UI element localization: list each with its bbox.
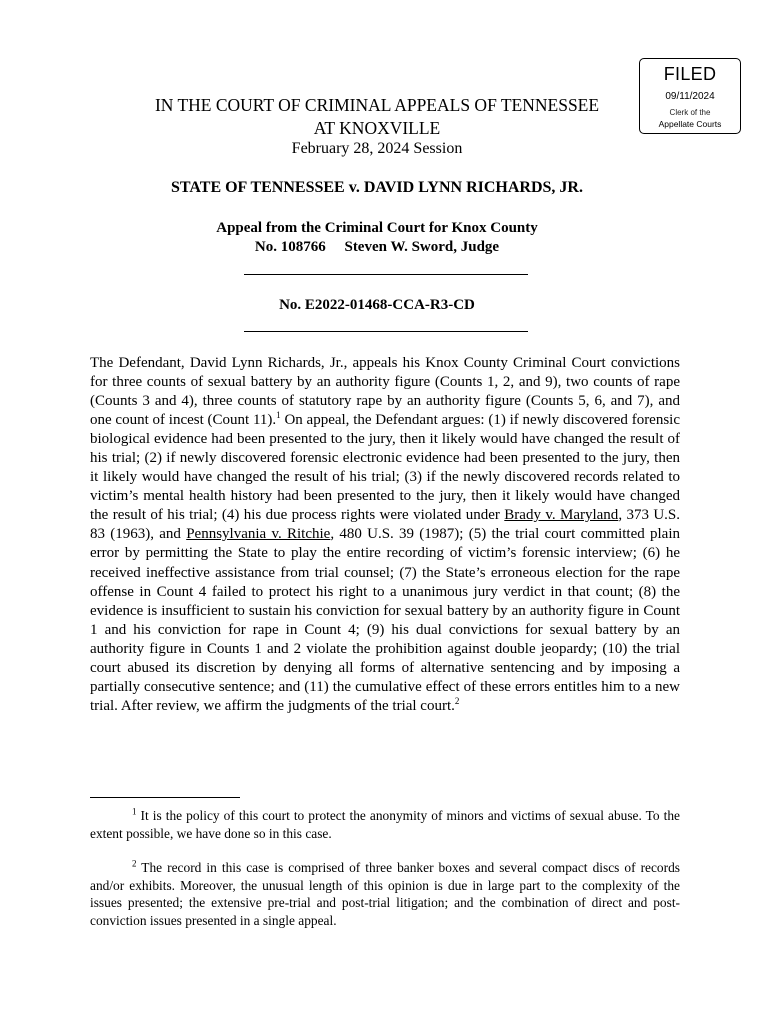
- stamp-date: 09/11/2024: [665, 91, 715, 102]
- footnote-1: [90, 807, 680, 842]
- summary-text-4: , 480 U.S. 39 (1987); (5) the trial court committed plain error by permitting the State to play the entire recording of victim’s forensic interview; (6) he received ineffective assistance from trial counsel; (7) the State’s erroneous election for the rape offense in Count 4 failed to protect his right to a unanimous jury verdict in that count; (8) the evidence is insufficient to sustain his conviction for sexual battery by an authority figure in Count 1 and his conviction for rape in Count 4; (9) his dual convictions for sexual battery by an authority figure in Counts 1 and 2 violate the prohibition against double jeopardy; (10) the trial court abused its discretion by denying all forms of alternative sentencing and by imposing a partially consecutive sentence; and (11) the cumulative effect of these errors entitles him to a new trial. After review, we affirm the judgments of the trial court.: [90, 526, 680, 714]
- footnote-1-text: It is the policy of this court to protect the anonymity of minors and victims of sexual abuse. To the extent possible, we have done so in this case.: [90, 808, 680, 841]
- stamp-clerk: Clerk of the: [669, 108, 711, 117]
- docket-number: No. E2022-01468-CCA-R3-CD: [279, 297, 475, 313]
- divider-bottom: [244, 331, 528, 332]
- summary-text-3: , 373 U.S. 83 (1963), and: [90, 507, 680, 543]
- stamp-courts: Appellate Courts: [658, 119, 722, 129]
- footnote-1-number: 1: [132, 806, 137, 817]
- footnote-2-text: The record in this case is comprised of three banker boxes and several compact discs of records and/or exhibits. Moreover, the unusual length of this opinion is due in large part to the complexity of the issues presented; the extensive pre-trial and post-trial litigation; and the combination of direct and post-conviction issues presented in a single appeal.: [90, 860, 680, 928]
- case-citation-brady: Brady v. Maryland: [504, 507, 619, 524]
- summary-text-2: On appeal, the Defendant argues: (1) if newly discovered forensic biological evidence had been presented to the jury, then it likely would have changed the result of his trial; (2) if newly discovered forensic electronic evidence had been presented to the jury, then it likely would have changed the result of his trial; (3) if the newly discovered records related to victim’s mental health history had been presented to the jury, then it likely would have changed the result of his trial; (4) his due process rights were violated under: [90, 412, 681, 524]
- court-name: IN THE COURT OF CRIMINAL APPEALS OF TENNESSEE: [154, 95, 600, 115]
- footnote-separator: [90, 797, 240, 798]
- stamp-filed-label: FILED: [663, 64, 717, 84]
- appeal-origin: Appeal from the Criminal Court for Knox County: [216, 220, 538, 236]
- case-citation-ritchie: Pennsylvania v. Ritchie: [186, 526, 331, 543]
- footnote-ref-2: 2: [454, 695, 460, 706]
- case-caption: STATE OF TENNESSEE v. DAVID LYNN RICHARDS, JR.: [171, 179, 583, 196]
- court-location: AT KNOXVILLE: [313, 118, 441, 138]
- divider-top: [244, 274, 528, 275]
- session-date: February 28, 2024 Session: [291, 140, 463, 157]
- summary-text-1: The Defendant, David Lynn Richards, Jr., appeals his Knox County Criminal Court convictions for three counts of sexual battery by an authority figure (Counts 1, 2, and 9), two counts of rape (Counts 3 and 4), three counts of statutory rape by an authority figure (Counts 5, 6, and 7), and one count of incest (Count 11).: [90, 355, 680, 429]
- footnote-ref-1: 1: [276, 410, 281, 421]
- footnote-2-number: 2: [132, 858, 137, 869]
- opinion-summary: [90, 354, 680, 716]
- footnote-2: [90, 859, 680, 929]
- trial-case-number: No. 108766 Steven W. Sword, Judge: [254, 239, 500, 255]
